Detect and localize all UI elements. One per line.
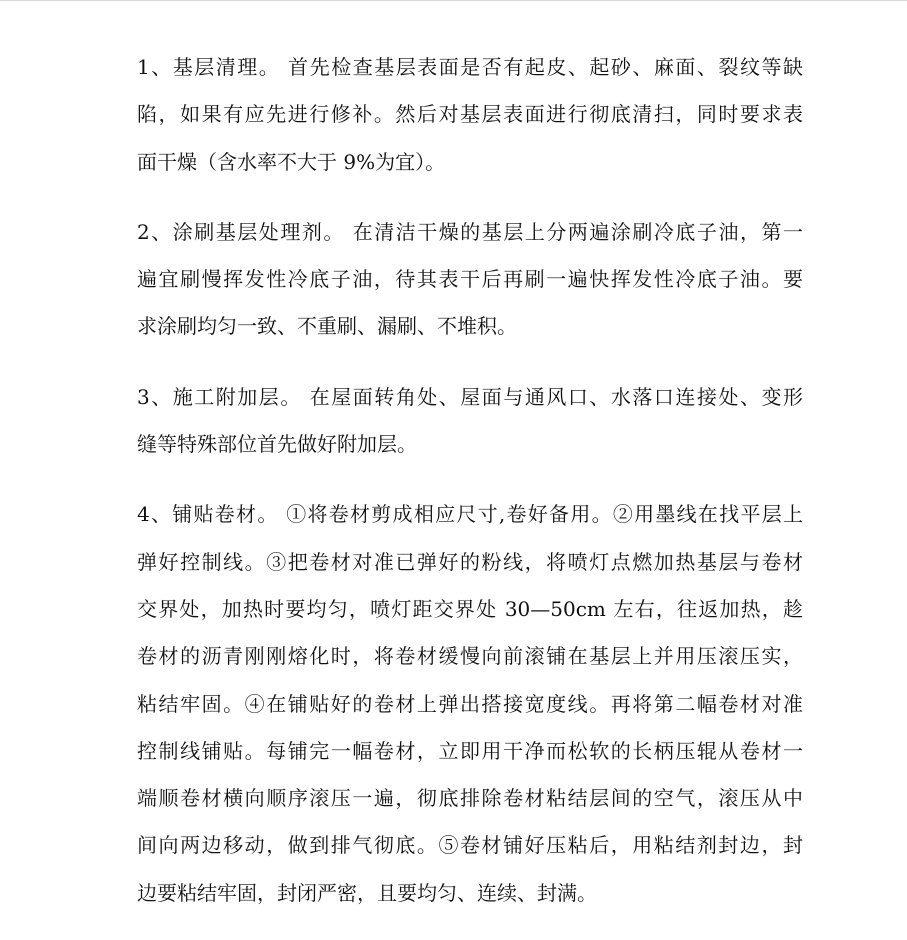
paragraph-base-cleaning xyxy=(137,44,803,186)
paragraph-line: 端顺卷材横向顺序滚压一遍，彻底排除卷材粘结层间的空气，滚压从中 xyxy=(137,786,803,811)
paragraph-line: 3、施工附加层。 在屋面转角处、屋面与通风口、水落口连接处、变形 xyxy=(137,384,803,409)
paragraph-line: 控制线铺贴。每铺完一幅卷材，立即用干净而松软的长柄压辊从卷材一 xyxy=(137,738,803,763)
paragraph-line: 面干燥（含水率不大于 9%为宜）。 xyxy=(137,149,446,174)
paragraph-line: 间向两边移动，做到排气彻底。⑤卷材铺好压粘后，用粘结剂封边，封 xyxy=(137,833,803,858)
paragraph-additional-layer xyxy=(137,374,803,469)
paragraph-line: 求涂刷均匀一致、不重刷、漏刷、不堆积。 xyxy=(137,314,517,339)
paragraph-line: 2、涂刷基层处理剂。 在清洁干燥的基层上分两遍涂刷冷底子油，第一 xyxy=(137,219,803,244)
document-body xyxy=(137,44,803,940)
top-divider xyxy=(0,0,907,1)
paragraph-line: 交界处，加热时要均匀，喷灯距交界处 30—50cm 左右，往返加热，趁 xyxy=(137,596,803,621)
paragraph-line: 4、铺贴卷材。 ①将卷材剪成相应尺寸,卷好备用。②用墨线在找平层上 xyxy=(137,502,803,527)
paragraph-line: 弹好控制线。③把卷材对准已弹好的粉线，将喷灯点燃加热基层与卷材 xyxy=(137,549,803,574)
paragraph-membrane-laying xyxy=(137,491,803,917)
paragraph-line: 粘结牢固。④在铺贴好的卷材上弹出搭接宽度线。再将第二幅卷材对准 xyxy=(137,691,803,716)
paragraph-line: 缝等特殊部位首先做好附加层。 xyxy=(137,432,417,457)
paragraph-line: 1、基层清理。 首先检查基层表面是否有起皮、起砂、麻面、裂纹等缺 xyxy=(137,55,803,79)
paragraph-line: 卷材的沥青刚刚熔化时，将卷材缓慢向前滚铺在基层上并用压滚压实， xyxy=(137,644,803,669)
paragraph-line: 陷，如果有应先进行修补。然后对基层表面进行彻底清扫，同时要求表 xyxy=(137,102,803,127)
paragraph-line: 边要粘结牢固，封闭严密，且要均匀、连续、封满。 xyxy=(137,880,597,905)
paragraph-line: 遍宜刷慢挥发性冷底子油，待其表干后再刷一遍快挥发性冷底子油。要 xyxy=(137,267,803,292)
paragraph-primer-coating xyxy=(137,209,803,351)
